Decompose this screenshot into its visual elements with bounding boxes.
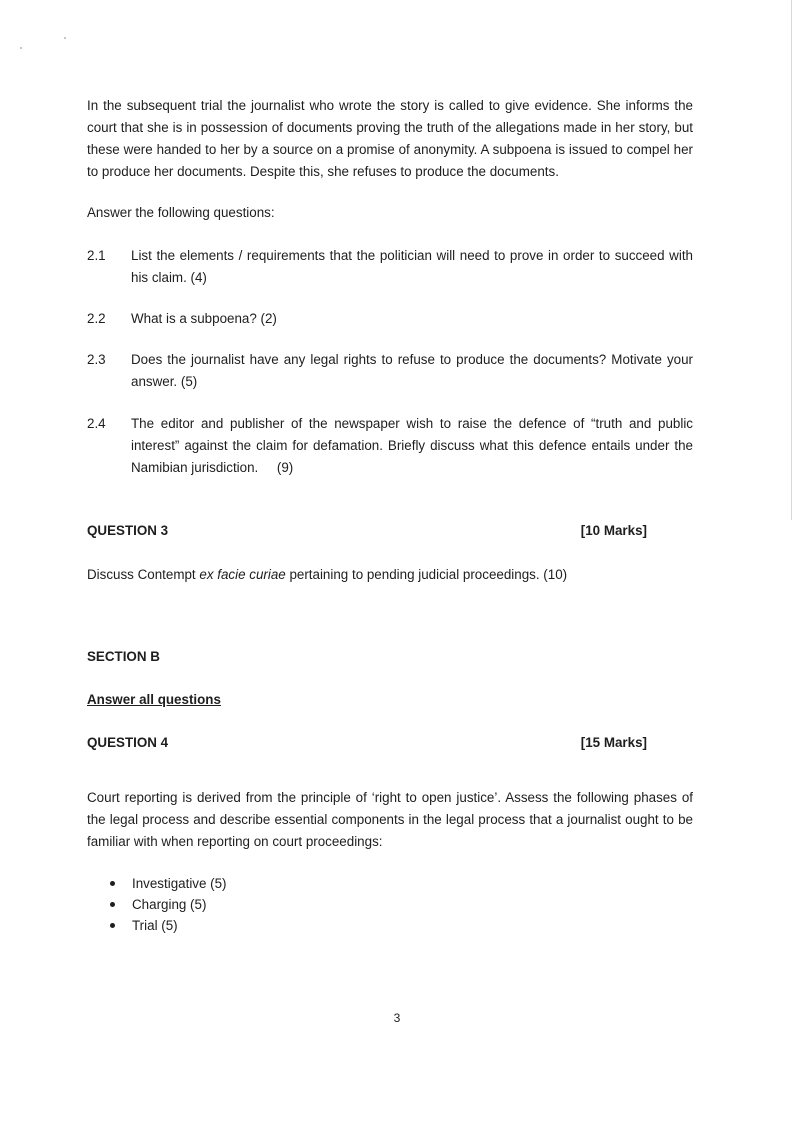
question-text: Does the journalist have any legal rights to refuse to produce the documents? Motivate your answer. (5) [131, 352, 693, 389]
question-4-body [87, 787, 693, 853]
section-b-subtitle-text: Answer all questions [87, 692, 221, 707]
list-item: Investigative (5) [110, 873, 227, 894]
scan-speck [20, 47, 22, 49]
question-4-title: QUESTION 4 [87, 735, 169, 750]
scan-speck [64, 37, 66, 39]
question-number: 2.2 [87, 311, 106, 326]
list-item: Trial (5) [110, 915, 227, 936]
question-2-4 [87, 413, 693, 479]
question-4-heading [87, 732, 647, 754]
question-number: 2.4 [87, 416, 106, 431]
question-number: 2.3 [87, 352, 106, 367]
question-text: What is a subpoena? (2) [131, 311, 277, 326]
question-3-text-end: pertaining to pending judicial proceedings. (10) [285, 567, 568, 582]
instruction-text: Answer the following questions: [87, 205, 275, 220]
question-text: The editor and publisher of the newspaper wish to raise the defence of “truth and public interest” against the claim for defamation. Briefly discuss what this defence entails under the Namibian jurisdiction. (9) [131, 416, 693, 475]
question-4-marks: [15 Marks] [580, 735, 647, 750]
section-b-title-text: SECTION B [87, 649, 160, 664]
page-number: 3 [393, 1011, 401, 1025]
question-3-title: QUESTION 3 [87, 523, 169, 538]
section-b-title [87, 646, 647, 668]
question-3-text-start: Discuss Contempt [87, 567, 200, 582]
intro-paragraph-block [87, 95, 693, 183]
question-3-heading [87, 520, 647, 542]
section-b-subtitle [87, 689, 647, 711]
question-2-1 [87, 245, 693, 289]
question-3-marks: [10 Marks] [580, 523, 647, 538]
question-4-bullet-list [110, 873, 227, 936]
question-3-body [87, 564, 693, 586]
list-item: Charging (5) [110, 894, 227, 915]
question-2-2 [87, 308, 693, 330]
question-2-3 [87, 349, 693, 393]
intro-paragraph: In the subsequent trial the journalist who wrote the story is called to give evidence. She informs the court that she is in possession of documents proving the truth of the allegations made in her story, but these were handed to her by a source on a promise of anonymity. A subpoena is issued to compel her to produce her documents. Despite this, she refuses to produce the documents. [87, 98, 693, 179]
question-4-text: Court reporting is derived from the principle of ‘right to open justice’. Assess the following phases of the legal process and describe essential components in the legal process that a journalist ought to be familiar with when reporting on court proceedings: [87, 790, 693, 849]
instruction-block [87, 202, 693, 224]
scan-edge-line [791, 0, 792, 520]
question-text: List the elements / requirements that the politician will need to prove in order to succeed with his claim. (4) [131, 248, 693, 285]
question-3-latin-term: ex facie curiae [199, 567, 286, 582]
question-3-text [87, 564, 693, 586]
question-number: 2.1 [87, 248, 106, 263]
